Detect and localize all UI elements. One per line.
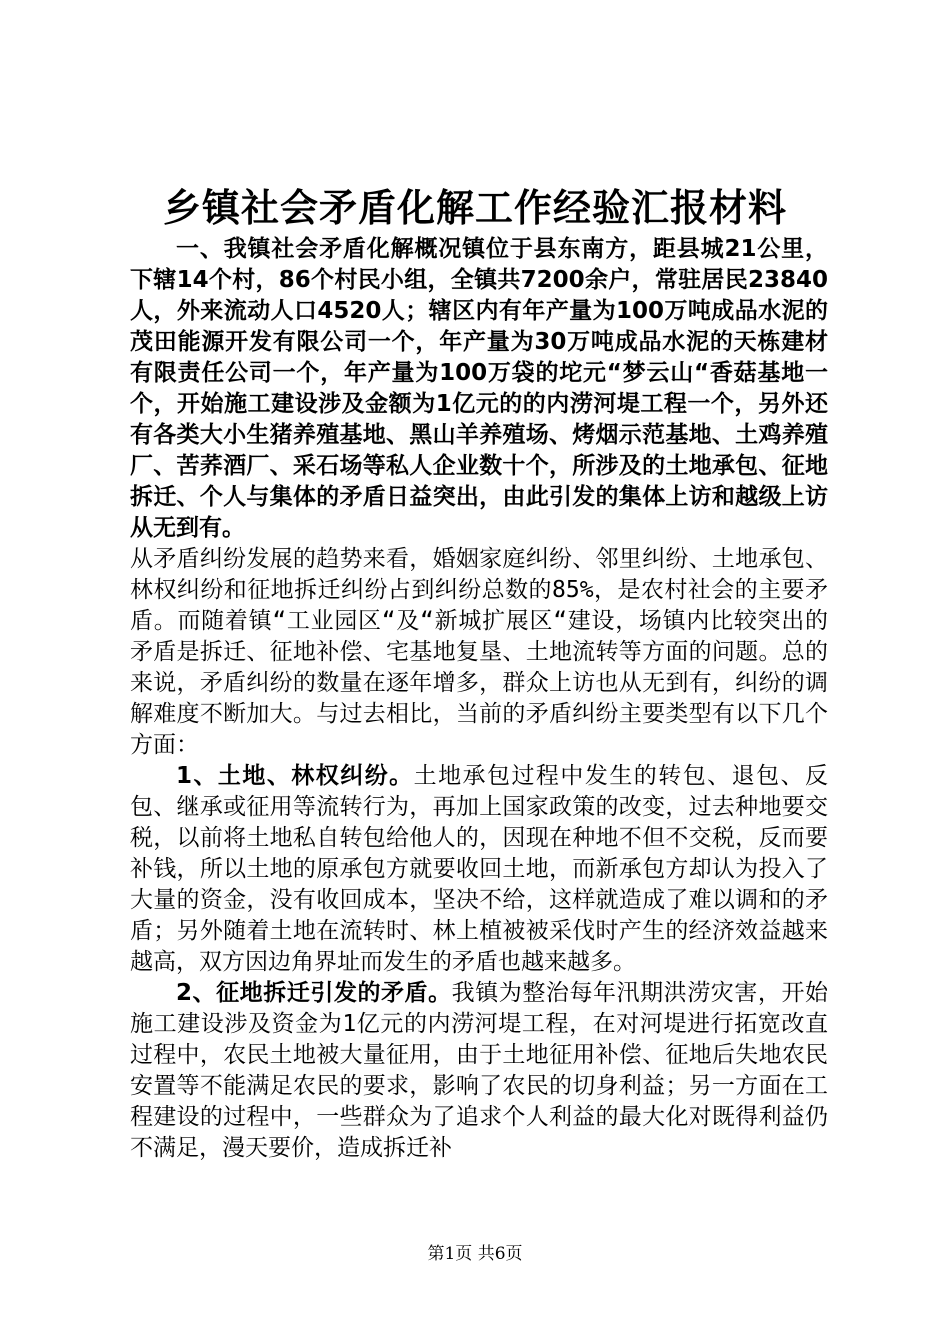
paragraph-text: 土地承包过程中发生的转包、退包、反包、继承或征用等流转行为，再加上国家政策的改变，过去种地要交税，以前将土地私自转包给他人的，因现在种地不但不交税，反而要补钱，所以土地的原承包方就要收回土地，而新承包方却认为投入了大量的资金，没有收回成本，坚决不给，这样就造成了难以调和的矛盾；另外随着土地在流转时、林上植被被采伐时产生的经济效益越来越高，双方因边角界址而发生的矛盾也越来越多。 (130, 763, 828, 975)
paragraph-trend: 从矛盾纠纷发展的趋势来看，婚姻家庭纠纷、邻里纠纷、土地承包、林权纠纷和征地拆迁纠纷占到纠纷总数的85%，是农村社会的主要矛盾。而随着镇“工业园区“及“新城扩展区“建设，场镇内比较突出的矛盾是拆迁、征地补偿、宅基地复垦、土地流转等方面的问题。总的来说，矛盾纠纷的数量在逐年增多，群众上访也从无到有，纠纷的调解难度不断加大。与过去相比，当前的矛盾纠纷主要类型有以下几个方面： (130, 546, 828, 758)
paragraph-overview: 一、我镇社会矛盾化解概况镇位于县东南方，距县城21公里，下辖14个村，86个村民小组，全镇共7200余户，常驻居民23840人，外来流动人口4520人；辖区内有年产量为100万吨成品水泥的茂田能源开发有限公司一个，年产量为30万吨成品水泥的天栋建材有限责任公司一个，年产量为100万袋的坨元“梦云山“香菇基地一个，开始施工建设涉及金额为1亿元的的内涝河堤工程一个，另外还有各类大小生猪养殖基地、黑山羊养殖场、烤烟示范基地、土鸡养殖厂、苦荞酒厂、采石场等私人企业数十个，所涉及的土地承包、征地拆迁、个人与集体的矛盾日益突出，由此引发的集体上访和越级上访从无到有。 (130, 236, 828, 541)
page-number-footer: 第1页 共6页 (427, 1244, 523, 1264)
paragraph-demolition-dispute (130, 978, 828, 1164)
document-body (130, 234, 828, 1164)
paragraph-heading: 1、土地、林权纠纷。 (176, 763, 414, 789)
paragraph-text: 我镇为整治每年汛期洪涝灾害，开始施工建设涉及资金为1亿元的内涝河堤工程，在对河堤进行拓宽改直过程中，农民土地被大量征用，由于土地征用补偿、征地后失地农民安置等不能满足农民的要求，影响了农民的切身利益；另一方面在工程建设的过程中，一些群众为了追求个人利益的最大化对既得利益仍不满足，漫天要价，造成拆迁补 (130, 980, 828, 1161)
paragraph-land-dispute (130, 761, 828, 978)
document-title: 乡镇社会矛盾化解工作经验汇报材料 (162, 185, 787, 230)
paragraph-heading: 2、征地拆迁引发的矛盾。 (176, 980, 452, 1006)
